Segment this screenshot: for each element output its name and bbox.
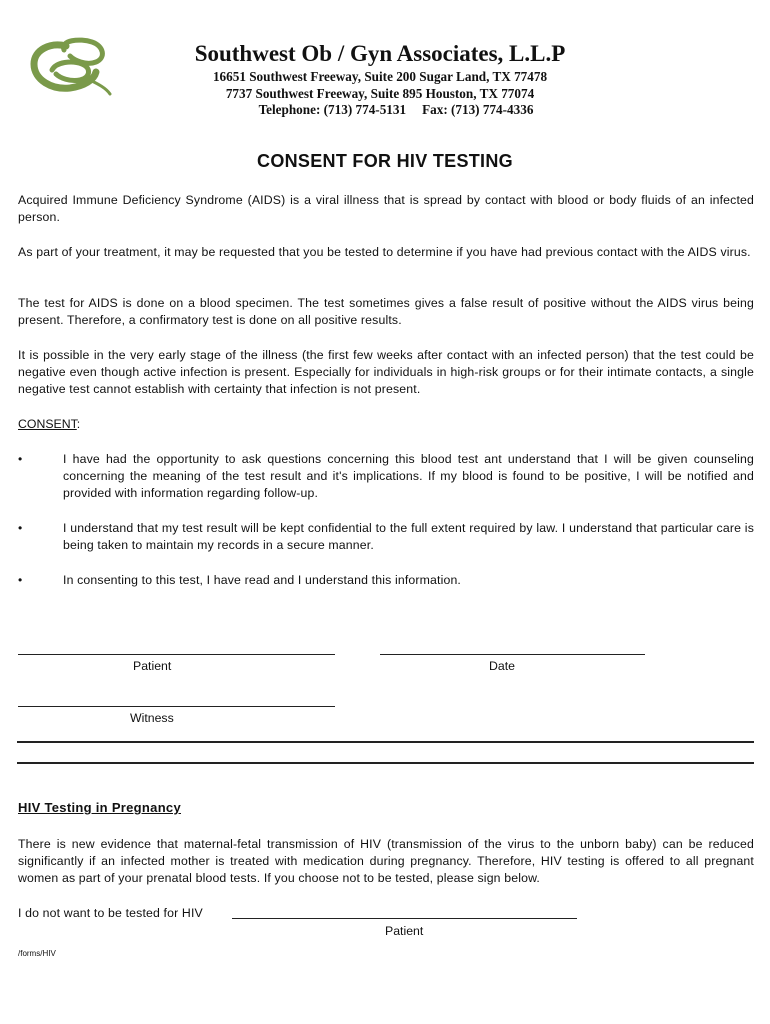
patient-label: Patient bbox=[133, 659, 172, 673]
witness-signature-line[interactable] bbox=[18, 706, 335, 707]
form-code: /forms/HIV bbox=[18, 949, 56, 958]
consent-item-confidential: • I understand that my test result will be kept confidential to the full extent required by law. I understand that particular care is being taken to maintain my records in a secure manner. bbox=[18, 521, 754, 552]
consent-item-understand: • In consenting to this test, I have read and I understand this information. bbox=[18, 573, 462, 587]
address-line-2: 7737 Southwest Freeway, Suite 895 Houston, TX 77074 bbox=[225, 85, 535, 101]
decline-patient-label: Patient bbox=[385, 924, 424, 938]
fax: Fax: (713) 774-4336 bbox=[422, 102, 534, 117]
bullet-icon: • bbox=[18, 452, 23, 466]
company-name: Southwest Ob / Gyn Associates, L.L.P bbox=[194, 41, 566, 66]
paragraph-early-stage: It is possible in the very early stage of the illness (the first few weeks after contact with an infected person) that the test could be negative even though active infection is present. Especially for individuals in high-risk groups or for their intimate contacts, a single negative test cannot establish with certainty that infection is not present. bbox=[18, 348, 754, 396]
letterhead bbox=[160, 40, 600, 119]
phone-fax-line bbox=[160, 102, 600, 119]
paragraph-aids-definition: Acquired Immune Deficiency Syndrome (AIDS) is a viral illness that is spread by contact with blood or body fluids of an infected person. bbox=[18, 193, 754, 224]
consent-item-counseling: • I have had the opportunity to ask questions concerning this blood test ant understand that I will be given counseling concerning the meaning of the test result and it's implications. If my blood is found to be positive, I will be notified and provided with information regarding follow-up. bbox=[18, 452, 754, 500]
pregnancy-heading: HIV Testing in Pregnancy bbox=[18, 800, 181, 815]
document-title: CONSENT FOR HIV TESTING bbox=[257, 151, 513, 171]
decline-signature-line[interactable] bbox=[232, 918, 577, 919]
swirl-logo-icon bbox=[30, 36, 114, 98]
bullet-icon: • bbox=[18, 521, 23, 535]
divider-top bbox=[17, 741, 754, 743]
date-label: Date bbox=[489, 659, 515, 673]
pregnancy-paragraph: There is new evidence that maternal-fetal transmission of HIV (transmission of the virus to the unborn baby) can be reduced significantly if an infected mother is treated with medication during pregnancy. Therefore, HIV testing is offered to all pregnant women as part of your prenatal blood tests. If you choose not to be tested, please sign below. bbox=[18, 837, 754, 885]
paragraph-blood-specimen: The test for AIDS is done on a blood specimen. The test sometimes gives a false result of positive without the AIDS virus being present. Therefore, a confirmatory test is done on all positive results. bbox=[18, 296, 754, 327]
patient-signature-line[interactable] bbox=[18, 654, 335, 655]
witness-label: Witness bbox=[130, 711, 174, 725]
address-line-1: 16651 Southwest Freeway, Suite 200 Sugar Land, TX 77478 bbox=[212, 69, 548, 84]
date-signature-line[interactable] bbox=[380, 654, 645, 655]
consent-heading: CONSENT: bbox=[18, 417, 81, 431]
telephone: Telephone: (713) 774-5131 bbox=[258, 102, 407, 117]
decline-statement: I do not want to be tested for HIV bbox=[18, 906, 203, 920]
paragraph-test-request: As part of your treatment, it may be requested that you be tested to determine if you have had previous contact with the AIDS virus. bbox=[18, 245, 751, 259]
divider-bottom bbox=[17, 762, 754, 764]
bullet-icon: • bbox=[18, 573, 23, 587]
